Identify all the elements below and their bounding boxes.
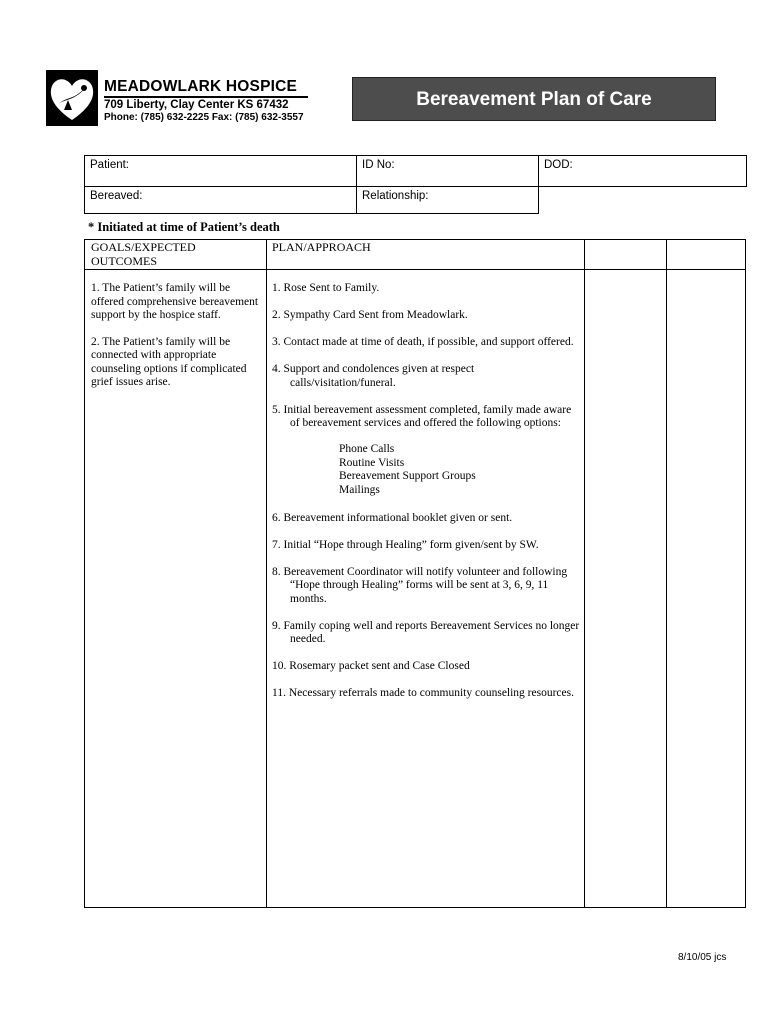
form-title-banner [352, 77, 716, 121]
column-divider [266, 240, 267, 907]
patient-field[interactable] [85, 156, 357, 187]
id-no-label: ID No: [362, 159, 395, 171]
plan-column [272, 282, 582, 714]
header-row-divider [85, 269, 745, 270]
header-divider [104, 96, 308, 98]
patient-info-table [84, 155, 747, 214]
organization-phone-fax: Phone: (785) 632-2225 Fax: (785) 632-3557 [104, 112, 304, 123]
bereavement-options-list [339, 443, 582, 498]
plan-step: 4. Support and condolences given at respect calls/visitation/funeral. [272, 363, 475, 389]
option-item: Bereavement Support Groups [339, 470, 476, 483]
plan-step: 3. Contact made at time of death, if possible, and support offered. [272, 336, 574, 348]
goals-column [91, 282, 261, 403]
column-divider [584, 240, 585, 907]
goal-item: 1. The Patient’s family will be offered comprehensive bereavement support by the hospice staff. [91, 282, 259, 321]
relationship-label: Relationship: [362, 190, 429, 202]
relationship-field[interactable] [357, 187, 539, 214]
plan-step: 10. Rosemary packet sent and Case Closed [272, 660, 470, 673]
plan-step: 9. Family coping well and reports Bereavement Services no longer needed. [272, 619, 580, 646]
plan-step: 7. Initial “Hope through Healing” form given/sent by SW. [272, 538, 539, 551]
form-title: Bereavement Plan of Care [416, 89, 652, 110]
patient-label: Patient: [90, 159, 129, 171]
option-item: Routine Visits [339, 456, 405, 469]
option-item: Phone Calls [339, 443, 395, 455]
goals-column-header: GOALS/EXPECTED OUTCOMES [91, 240, 196, 268]
plan-step: 1. Rose Sent to Family. [272, 282, 380, 294]
dod-field[interactable] [539, 156, 747, 187]
goal-item: 2. The Patient’s family will be connected with appropriate counseling options if complicated grief issues arise. [91, 335, 247, 388]
plan-column-header: PLAN/APPROACH [272, 240, 371, 254]
organization-name: MEADOWLARK HOSPICE [104, 78, 298, 95]
form-revision-code: 8/10/05 jcs [678, 952, 727, 963]
care-plan-table [84, 239, 746, 908]
meadowlark-logo-icon [46, 70, 98, 126]
empty-cell [539, 187, 747, 214]
plan-step: 11. Necessary referrals made to community counseling resources. [272, 687, 574, 700]
bereaved-label: Bereaved: [90, 190, 143, 202]
plan-step: 2. Sympathy Card Sent from Meadowlark. [272, 309, 468, 321]
id-no-field[interactable] [357, 156, 539, 187]
bereaved-field[interactable] [85, 187, 357, 214]
option-item: Mailings [339, 484, 380, 497]
dod-label: DOD: [544, 159, 573, 171]
plan-step: 5. Initial bereavement assessment completed, family made aware of bereavement services and offered the following options: [272, 403, 572, 429]
column-divider [666, 240, 667, 907]
plan-step: 6. Bereavement informational booklet given or sent. [272, 511, 513, 524]
initiated-note: * Initiated at time of Patient’s death [88, 220, 280, 234]
plan-step: 8. Bereavement Coordinator will notify volunteer and following “Hope through Healing” forms will be sent at 3, 6, 9, 11 months. [272, 565, 568, 605]
organization-address: 709 Liberty, Clay Center KS 67432 [104, 99, 289, 111]
